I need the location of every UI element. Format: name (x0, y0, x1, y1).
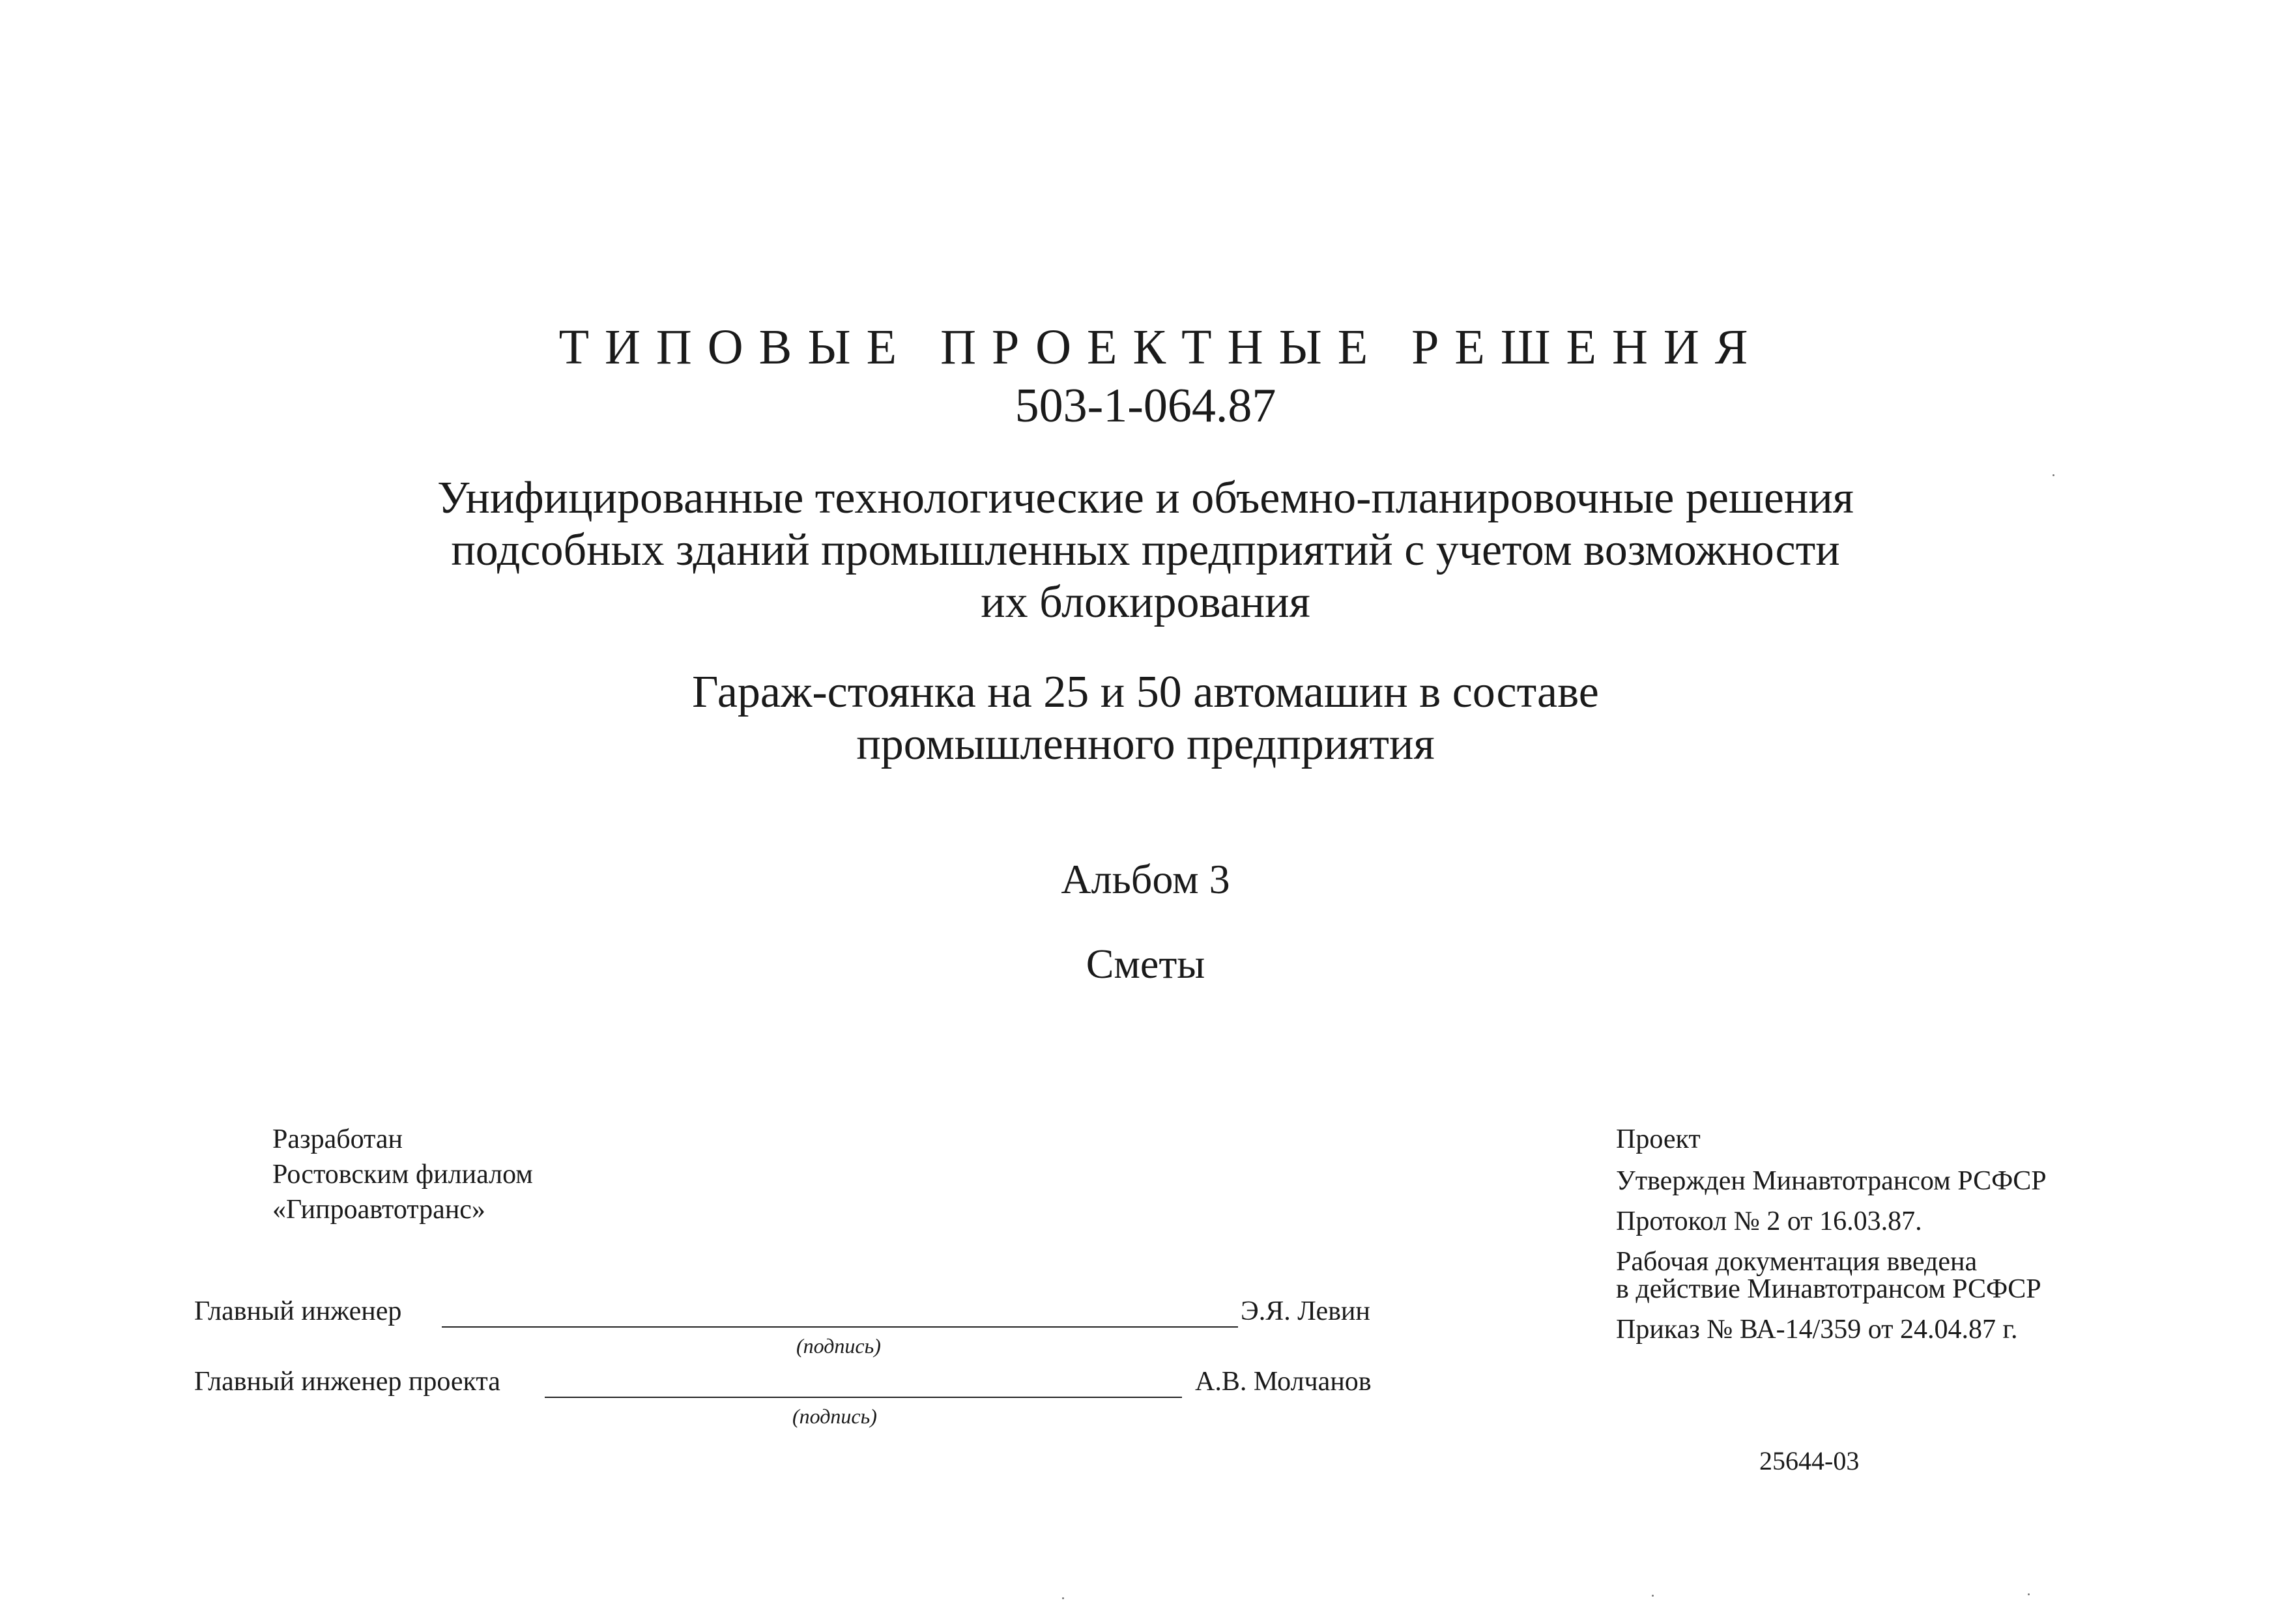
approval-introduced-line: в действие Минавтотрансом РСФСР (1616, 1274, 2041, 1304)
subtitle-line: их блокирования (981, 577, 1310, 627)
scan-speck (2053, 474, 2054, 476)
scan-speck (1652, 1595, 1654, 1597)
approval-approved-by: Утвержден Минавтотрансом РСФСР (1616, 1166, 2047, 1196)
project-code: 503-1-064.87 (1015, 379, 1276, 433)
developer-line: Разработан (272, 1124, 403, 1154)
object-title-line: промышленного предприятия (856, 719, 1435, 769)
subtitle (0, 472, 2291, 629)
signature-caption: (подпись) (796, 1334, 881, 1358)
object-title (0, 666, 2291, 771)
approval-order: Приказ № ВА-14/359 от 24.04.87 г. (1616, 1315, 2018, 1345)
subtitle-line: подсобных зданий промышленных предприятий с учетом возможности (451, 525, 1840, 575)
scan-speck (1062, 1597, 1064, 1599)
signature-caption: (подпись) (792, 1404, 877, 1428)
approval-protocol: Протокол № 2 от 16.03.87. (1616, 1206, 1922, 1236)
developer-block (272, 1122, 533, 1227)
document-number: 25644-03 (1759, 1446, 1860, 1475)
subtitle-line: Унифицированные технологические и объемно-планировочные решения (437, 473, 1854, 523)
developer-line: Ростовским филиалом (272, 1160, 533, 1190)
approval-introduced-line: Рабочая документация введена (1616, 1247, 1978, 1277)
volume-label: Сметы (1086, 941, 1205, 987)
developer-line: «Гипроавтотранс» (272, 1195, 485, 1225)
signature-role-chief-engineer: Главный инженер (194, 1296, 402, 1326)
signature-line (442, 1326, 1238, 1328)
signature-line (545, 1397, 1182, 1398)
series-title: ТИПОВЫЕ ПРОЕКТНЫЕ РЕШЕНИЯ (558, 320, 1764, 375)
signature-role-chief-project-engineer: Главный инженер проекта (194, 1367, 500, 1397)
scan-speck (2028, 1593, 2030, 1595)
signature-name-chief-project-engineer: А.В. Молчанов (1195, 1367, 1372, 1397)
object-title-line: Гараж-стоянка на 25 и 50 автомашин в составе (692, 667, 1599, 717)
signature-name-chief-engineer: Э.Я. Левин (1241, 1296, 1370, 1326)
album-label: Альбом 3 (1061, 856, 1230, 902)
approval-status: Проект (1616, 1124, 1701, 1154)
